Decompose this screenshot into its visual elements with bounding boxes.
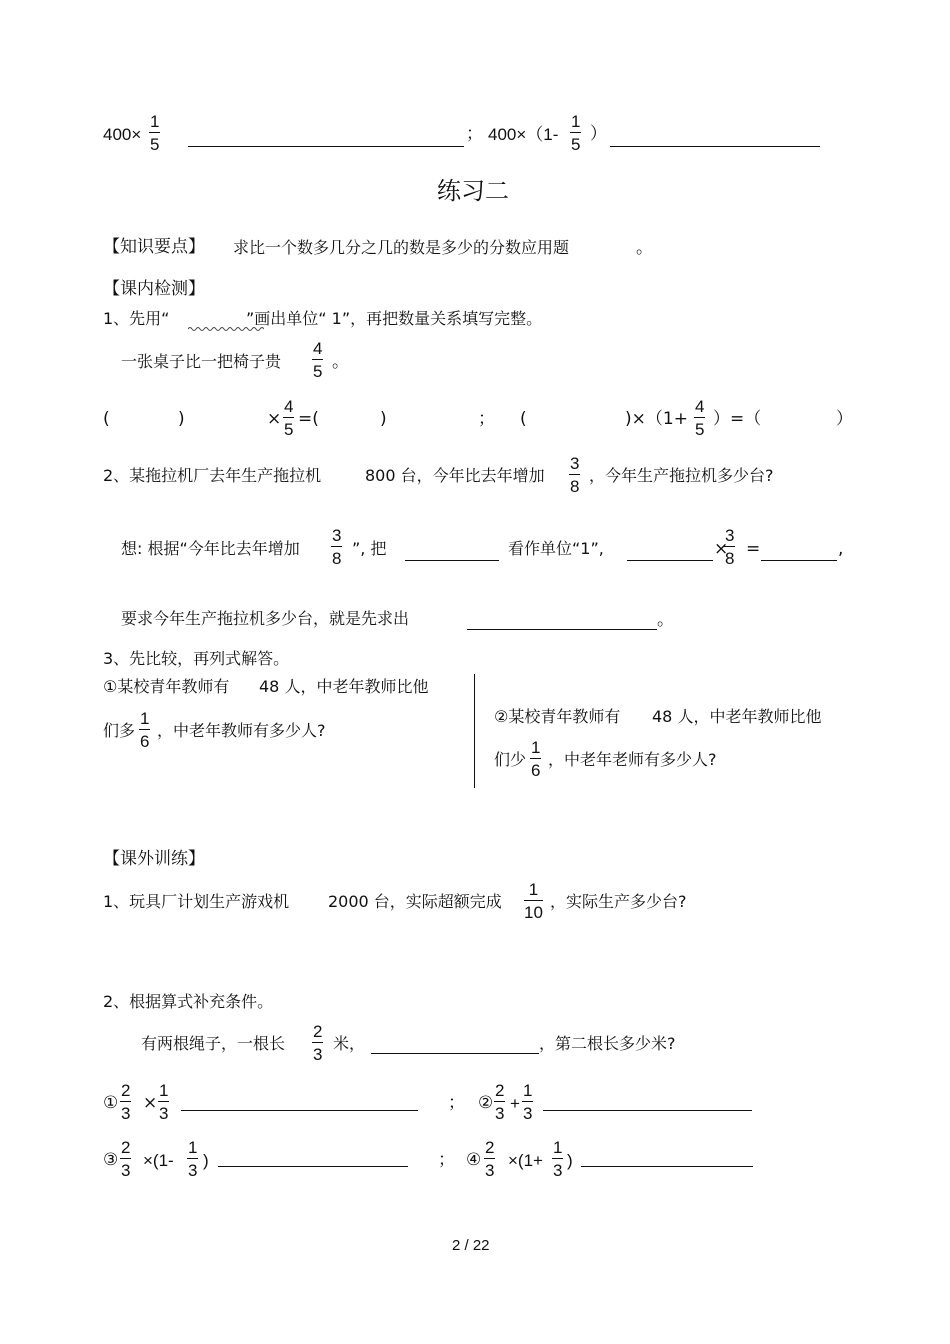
q3-left-d: ，中老年教师有多少人?	[157, 721, 326, 740]
period: 。	[636, 238, 653, 258]
answer-blank[interactable]	[371, 1053, 539, 1054]
fraction-3-8: 3 8	[332, 526, 342, 568]
fraction-1-5: 1 5	[571, 112, 581, 154]
period: 。	[657, 610, 674, 630]
answer-blank[interactable]	[405, 560, 499, 561]
oq2-text: 2、根据算式补充条件。	[103, 992, 274, 1011]
fraction-1-3: 1 3	[188, 1138, 198, 1180]
times-one-plus: )×（1+	[625, 409, 688, 429]
expr-400-times: 400×	[103, 125, 142, 144]
q3-right-d: ，中老年老师有多少人?	[548, 750, 717, 769]
q2-think-b: ”, 把	[352, 539, 387, 558]
section-label-inclass: 【课内检测】	[103, 279, 205, 299]
answer-blank[interactable]	[467, 629, 657, 630]
paren-close: )	[178, 409, 185, 429]
fraction-1-10: 1 10	[524, 880, 543, 922]
oq2-sentence-a: 有两根绳子，一根长	[141, 1034, 286, 1053]
answer-blank[interactable]	[181, 1110, 418, 1111]
answer-blank[interactable]	[218, 1166, 408, 1167]
section-label-outclass: 【课外训练】	[103, 849, 205, 869]
fraction-2-3: 2 3	[313, 1022, 323, 1064]
fraction-1-5: 1 5	[150, 112, 160, 154]
answer-blank[interactable]	[627, 560, 713, 561]
equals-sign: =	[746, 539, 761, 559]
fraction-1-6: 1 6	[531, 738, 541, 780]
section-label-knowledge: 【知识要点】	[103, 237, 205, 257]
fraction-1-3: 1 3	[553, 1138, 563, 1180]
separator: ；	[448, 1093, 465, 1113]
divider	[474, 674, 475, 788]
separator: ；	[438, 1150, 455, 1170]
q2-think-a: 想: 根据“今年比去年增加	[121, 539, 300, 558]
q2-text-b: 800 台，今年比去年增加	[365, 466, 545, 485]
q3-left-b: 48 人，中老年教师比他	[259, 677, 429, 696]
expr-400-times-1-minus: 400×（1-	[488, 125, 559, 144]
q2-text-c: ，今年生产拖拉机多少台?	[589, 466, 774, 485]
paren-close: )	[380, 409, 387, 429]
fraction-4-5: 4 5	[284, 397, 294, 439]
answer-blank[interactable]	[610, 146, 820, 147]
fraction-4-5: 4 5	[695, 397, 705, 439]
fraction-3-8: 3 8	[570, 454, 580, 496]
q3-right-b: 48 人，中老年教师比他	[652, 707, 822, 726]
page-number: 2 / 22	[452, 1237, 490, 1254]
q3-left-a: ①某校青年教师有	[103, 677, 230, 696]
fraction-1-6: 1 6	[140, 709, 150, 751]
answer-blank[interactable]	[581, 1166, 753, 1167]
q1-text-b: ”画出单位“ 1”，再把数量关系填写完整。	[246, 309, 543, 328]
circle-2: ②	[478, 1093, 494, 1113]
fraction-2-3: 2 3	[495, 1081, 505, 1123]
circle-3: ③	[103, 1150, 119, 1170]
close-equals: ）=（	[713, 409, 762, 429]
plus-sign: +	[510, 1094, 520, 1113]
q3-text: 3、先比较，再列式解答。	[103, 649, 290, 668]
close-paren: )	[203, 1151, 209, 1170]
fraction-1-3: 1 3	[159, 1081, 169, 1123]
q1-text-a: 1、先用“	[103, 309, 170, 328]
oq1-text-a: 1、玩具厂计划生产游戏机	[103, 892, 290, 911]
answer-blank[interactable]	[543, 1110, 752, 1111]
circle-4: ④	[466, 1150, 482, 1170]
fraction-2-3: 2 3	[485, 1138, 495, 1180]
paren-close: ）	[836, 409, 853, 429]
page-title: 练习二	[437, 177, 509, 205]
paren-open: (	[520, 409, 527, 429]
comma: ,	[838, 539, 844, 559]
times-one-plus: ×(1+	[508, 1151, 543, 1170]
times-sign: ×	[267, 409, 282, 429]
close-paren: )	[567, 1151, 573, 1170]
q3-right-a: ②某校青年教师有	[494, 707, 621, 726]
q3-left-c: 们多	[103, 721, 136, 740]
oq2-sentence-b: 米，	[333, 1034, 366, 1053]
answer-blank[interactable]	[188, 146, 464, 147]
oq2-sentence-c: ，第二根长多少米?	[539, 1034, 676, 1053]
circle-1: ①	[103, 1093, 119, 1113]
fraction-4-5: 4 5	[313, 339, 323, 381]
close-paren: ）	[590, 124, 607, 144]
q3-right-c: 们少	[494, 750, 527, 769]
times-sign: ×	[143, 1093, 158, 1113]
times-one-minus: ×(1-	[143, 1151, 174, 1170]
q2-need: 要求今年生产拖拉机多少台，就是先求出	[121, 609, 410, 628]
equals-paren: =(	[298, 409, 319, 429]
paren-open: (	[103, 409, 110, 429]
fraction-1-3: 1 3	[523, 1081, 533, 1123]
period: 。	[332, 352, 349, 372]
oq1-text-c: ，实际生产多少台?	[550, 892, 687, 911]
fraction-3-8: 3 8	[725, 526, 735, 568]
separator: ；	[466, 124, 483, 144]
times-sign: ×	[714, 539, 729, 559]
knowledge-text: 求比一个数多几分之几的数是多少的分数应用题	[233, 238, 570, 257]
separator: ；	[478, 409, 495, 429]
q1-sentence: 一张桌子比一把椅子贵	[121, 352, 282, 371]
oq1-text-b: 2000 台，实际超额完成	[328, 892, 502, 911]
fraction-2-3: 2 3	[121, 1138, 131, 1180]
q2-text-a: 2、某拖拉机厂去年生产拖拉机	[103, 466, 322, 485]
fraction-2-3: 2 3	[121, 1081, 131, 1123]
answer-blank[interactable]	[761, 560, 837, 561]
q2-think-c: 看作单位“1”,	[508, 539, 604, 558]
